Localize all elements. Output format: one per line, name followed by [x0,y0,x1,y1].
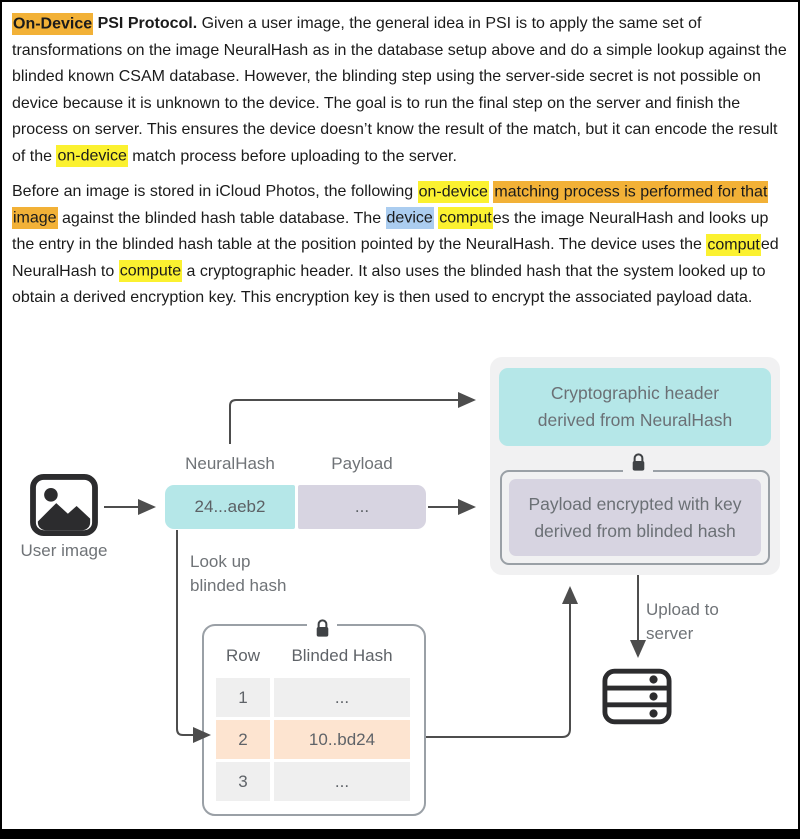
blinded-hash-cell: ... [274,678,410,717]
bold-psi-protocol: PSI Protocol. [93,15,198,32]
lookup-note-line2: blinded hash [190,575,287,595]
blinded-hash-cell: ... [274,762,410,801]
table-header-row: Row [225,646,260,665]
encrypted-payload-outline [500,470,770,565]
paragraph2-s8: es the image NeuralHash and looks up the entry in the blinded hash table at the position pointed by the NeuralHash. The device uses the [12,209,769,253]
highlight-comput-2: comput [706,234,760,256]
paragraph2-s0: Before an image is stored in iCloud Photos, the following [12,183,418,200]
row-number-cell: 1 [216,678,270,717]
highlight-device: device [386,207,434,229]
paragraph1-body: Given a user image, the general idea in PSI is to apply the same set of transformations on the image NeuralHash as in the database setup above and do a simple lookup against the blinded known CSAM database. However, the blinding step using the server-side secret is not possible on device because it is unknown to the device. The goal is to run the final step on the server and finish the process on server. This ensures the device doesn’t know the result of the match, but it can encode the result of the [12,15,787,165]
encrypted-payload-line1: Payload encrypted with key [528,493,742,514]
paragraph1-tail: match process before uploading to the server. [127,147,457,165]
highlight-on-device-2: on-device [418,181,489,203]
paragraph2-s10: ed NeuralHash to [12,236,779,280]
paragraph2-s4: against the blinded hash table database. The [57,209,386,227]
paragraph2-s12: a cryptographic header. It also uses the blinded hash that the system looked up to obtain a derived encryption key. This encryption key is then used to encrypt the associated payload data. [12,262,766,306]
highlight-compute: compute [119,260,182,282]
upload-note-line2: server [646,623,694,643]
neuralhash-value: 24...aeb2 [194,497,266,516]
neuralhash-column-label: NeuralHash [185,454,275,473]
encrypted-payload-box [509,479,761,556]
arrow-row2-to-voucher [426,588,570,737]
highlight-on-device: on-device [56,145,127,167]
payload-value: ... [354,497,370,516]
blinded-hash-cell: 10..bd24 [274,720,410,759]
upload-note-line1: Upload to [646,600,719,619]
server-icon [602,668,672,730]
table-header-blinded-hash: Blinded Hash [291,646,393,665]
paragraph-matching-process [12,179,788,312]
lock-icon [623,447,653,473]
lookup-note [190,550,286,597]
crypto-header-box [499,368,771,446]
table-row [216,678,410,717]
highlight-comput-1: comput [438,207,492,229]
article-text [2,2,798,312]
highlight-on-device-title: On-Device [12,13,93,35]
payload-value-box [298,485,426,529]
lookup-note-line1: Look up [190,552,251,571]
paragraph-psi-protocol [12,11,788,170]
table-header [204,646,424,666]
table-row [216,762,410,801]
table-row-matched [216,720,410,759]
crypto-header-line2: derived from NeuralHash [537,410,733,430]
payload-column-label: Payload [331,454,393,473]
highlight-matching-process: matching process is performed for that image [12,181,768,230]
upload-note [646,598,719,645]
bottom-black-bar [2,829,798,839]
row-number-cell: 2 [216,720,270,759]
neuralhash-value-box [165,485,295,529]
arrow-hash-to-cryptoheader [230,400,474,444]
row-number-cell: 3 [216,762,270,801]
safety-voucher-container [490,357,780,575]
crypto-header-line1: Cryptographic header [550,383,720,403]
photo-icon [30,474,98,541]
psi-diagram [2,342,800,829]
lock-icon [307,612,337,639]
encrypted-payload-line2: derived from blinded hash [534,520,736,541]
blinded-hash-table [202,624,426,816]
user-image-label: User image [20,541,108,560]
